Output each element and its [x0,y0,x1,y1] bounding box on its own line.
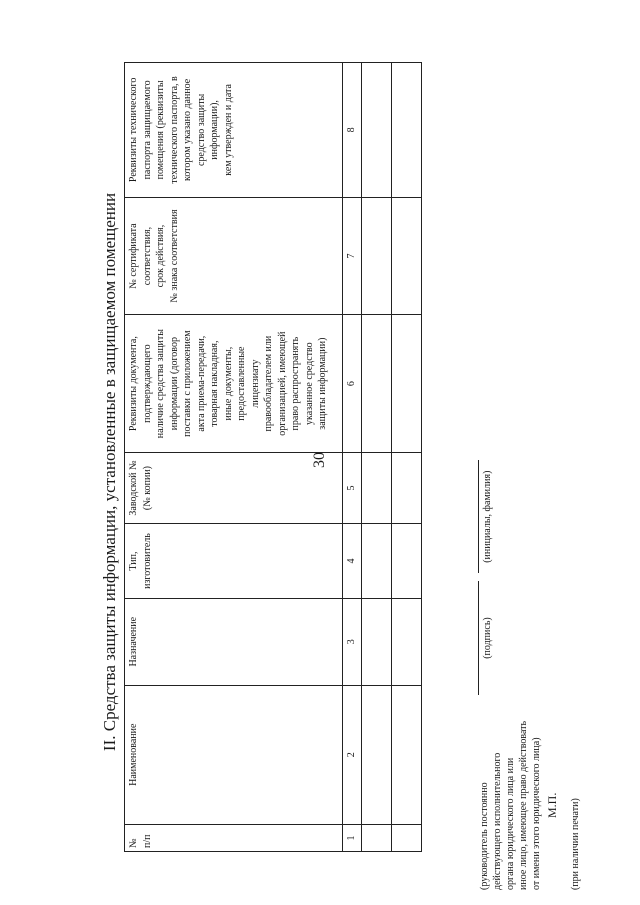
column-number: 5 [342,452,362,523]
section-title: II. Средства защиты информации, установленные в защищаемом помещении [100,192,119,752]
table-cell [392,524,422,599]
table-cell [392,598,422,685]
signature-block [478,460,582,890]
stamp-label: М.П. [545,792,559,818]
table-cell [392,685,422,824]
header-cell-type-manufacturer: Тип, изготовитель [125,524,343,599]
table-cell [362,524,392,599]
table-cell [362,63,392,198]
table-cell [362,315,392,453]
table-cell [392,824,422,851]
name-label: (инициалы, фамилия) [478,460,494,573]
table-cell [362,452,392,523]
column-number: 8 [342,63,362,198]
table-cell [362,685,392,824]
column-number: 3 [342,598,362,685]
protection-means-table-area [124,62,422,852]
page-number: 30 [311,452,328,468]
table-cell [362,598,392,685]
table-cell [392,63,422,198]
column-number: 1 [342,824,362,851]
table-cell [362,824,392,851]
column-number: 6 [342,315,362,453]
header-cell-certificate: № сертификата соответствия, срок действия, № знака соответствия [125,197,343,315]
signatory-note: (руководитель постоянно действующего исполнительного органа юридического лица или иное лицо, имеющее право действовать от имени этого юридического лица) [479,720,542,890]
column-number-row [342,63,362,852]
signature-label: (подпись) [478,581,494,694]
column-number: 7 [342,197,362,315]
table-cell [392,315,422,453]
protection-means-table [124,62,422,852]
header-cell-purpose: Назначение [125,598,343,685]
header-cell-number: № п/п [125,824,343,851]
table-cell [392,452,422,523]
table-row [362,63,392,852]
header-cell-document-details: Реквизиты документа, подтверждающего наличие средства защиты информации (договор поставки с приложением акта приема-передачи, товарная накладная, иные документы, предоставленные лицензиату правообладателем или организацией, имеющей право распространять указанное средство защиты информации) [125,315,343,453]
column-number: 2 [342,685,362,824]
table-cell [362,197,392,315]
table-header-row [125,63,343,852]
header-cell-name: Наименование [125,685,343,824]
header-cell-tech-passport: Реквизиты технического паспорта защищаемого помещения (реквизиты технического паспорта, в котором указано данное средство защиты информации), кем утвержден и дата [125,63,343,198]
column-number: 4 [342,524,362,599]
table-row [392,63,422,852]
header-cell-serial-number: Заводской № (№ копии) [125,452,343,523]
table-cell [392,197,422,315]
stamp-note: (при наличии печати) [569,798,581,890]
